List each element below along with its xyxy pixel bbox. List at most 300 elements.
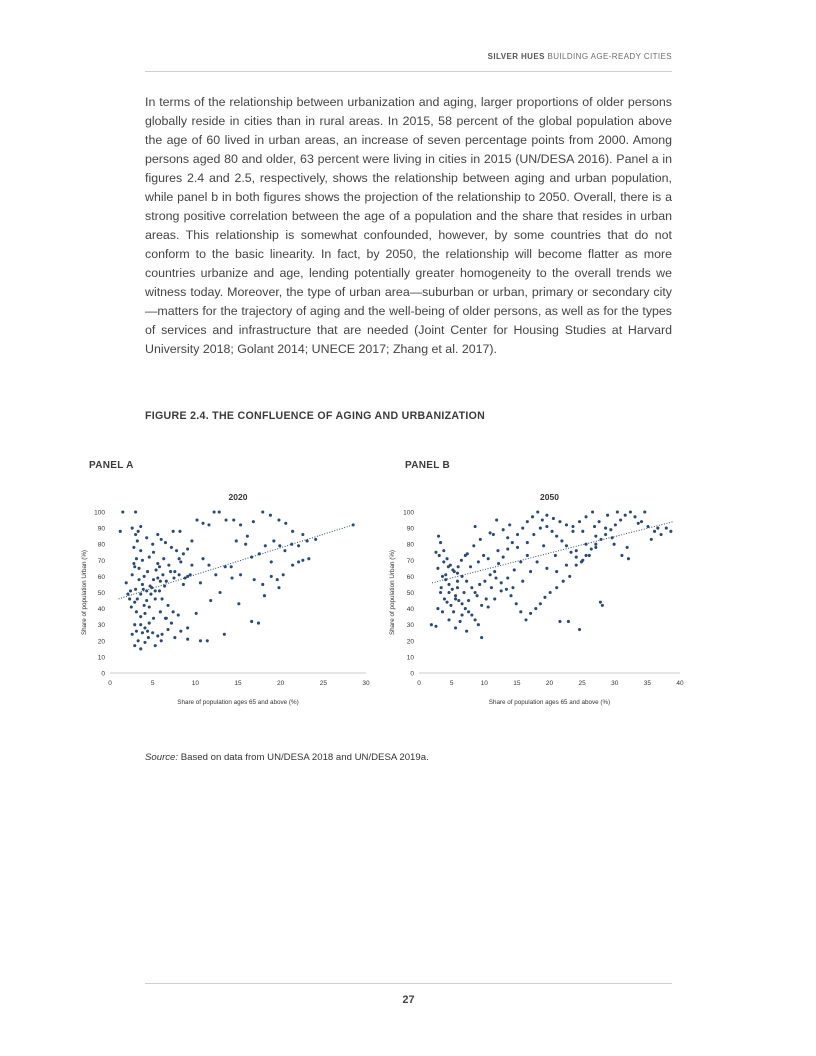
data-point xyxy=(156,533,159,536)
data-point xyxy=(489,531,492,534)
data-point xyxy=(599,601,602,604)
x-tick-label: 0 xyxy=(417,680,421,687)
data-point xyxy=(665,527,668,530)
x-tick-label: 5 xyxy=(150,680,155,687)
data-point xyxy=(137,530,140,533)
data-point xyxy=(178,557,181,560)
data-point xyxy=(201,557,204,560)
data-point xyxy=(257,622,260,625)
x-tick-label: 0 xyxy=(108,680,112,687)
data-point xyxy=(526,554,529,557)
data-point xyxy=(492,533,495,536)
data-point xyxy=(156,634,159,637)
data-point xyxy=(182,583,185,586)
data-point xyxy=(555,535,558,538)
data-point xyxy=(465,580,468,583)
data-point xyxy=(170,546,173,549)
data-point xyxy=(137,567,140,570)
data-point xyxy=(134,533,137,536)
data-point xyxy=(252,520,255,523)
data-point xyxy=(440,586,443,589)
data-point xyxy=(175,549,178,552)
data-point xyxy=(230,576,233,579)
data-point xyxy=(536,510,539,513)
data-point xyxy=(283,549,286,552)
data-point xyxy=(134,588,137,591)
y-tick-label: 90 xyxy=(97,525,105,533)
data-point xyxy=(474,591,477,594)
data-point xyxy=(508,523,511,526)
data-point xyxy=(146,630,149,633)
data-point xyxy=(554,554,557,557)
data-point xyxy=(646,525,649,528)
data-point xyxy=(620,554,623,557)
data-point xyxy=(173,570,176,573)
data-point xyxy=(446,557,449,560)
y-tick-label: 100 xyxy=(403,509,414,517)
data-point xyxy=(237,602,240,605)
data-point xyxy=(650,538,653,541)
data-point xyxy=(307,557,310,560)
data-point xyxy=(284,522,287,525)
data-point xyxy=(126,593,129,596)
data-point xyxy=(478,583,481,586)
data-point xyxy=(186,575,189,578)
data-point xyxy=(575,564,578,567)
data-point xyxy=(152,551,155,554)
x-tick-label: 10 xyxy=(480,680,488,687)
data-point xyxy=(135,557,138,560)
data-point xyxy=(601,604,604,607)
y-tick-label: 90 xyxy=(406,525,414,533)
data-point xyxy=(584,543,587,546)
data-point xyxy=(457,599,460,602)
data-point xyxy=(139,647,142,650)
data-point xyxy=(161,633,164,636)
footer-divider xyxy=(145,983,672,984)
data-point xyxy=(502,556,505,559)
data-point xyxy=(487,605,490,608)
x-tick-label: 20 xyxy=(277,680,285,687)
source-label: Source: xyxy=(145,752,179,763)
data-point xyxy=(162,557,165,560)
data-point xyxy=(186,626,189,629)
data-point xyxy=(441,610,444,613)
data-point xyxy=(250,620,253,623)
data-point xyxy=(261,510,264,513)
data-point xyxy=(551,530,554,533)
data-point xyxy=(154,589,157,592)
data-point xyxy=(487,557,490,560)
data-point xyxy=(150,586,153,589)
data-point xyxy=(145,536,148,539)
y-tick-label: 30 xyxy=(406,622,414,630)
data-point xyxy=(269,514,272,517)
data-point xyxy=(454,626,457,629)
source-text: Based on data from UN/DESA 2018 and UN/DESA 2019a. xyxy=(180,752,429,763)
data-point xyxy=(480,636,483,639)
data-point xyxy=(244,543,247,546)
data-point xyxy=(470,613,473,616)
data-point xyxy=(164,541,167,544)
data-point xyxy=(591,510,594,513)
data-point xyxy=(461,602,464,605)
data-point xyxy=(624,514,627,517)
data-point xyxy=(165,580,168,583)
data-point xyxy=(213,510,216,513)
data-point xyxy=(291,564,294,567)
data-point xyxy=(178,530,181,533)
y-tick-label: 80 xyxy=(406,541,414,549)
data-point xyxy=(456,586,459,589)
data-point xyxy=(166,628,169,631)
data-point xyxy=(128,597,131,600)
data-point xyxy=(567,620,570,623)
data-point xyxy=(451,568,454,571)
data-point xyxy=(306,539,309,542)
data-point xyxy=(464,607,467,610)
data-point xyxy=(629,510,632,513)
data-point xyxy=(571,530,574,533)
data-point xyxy=(509,594,512,597)
data-point xyxy=(466,552,469,555)
data-point xyxy=(136,597,139,600)
data-point xyxy=(500,581,503,584)
data-point xyxy=(277,586,280,589)
data-point xyxy=(219,591,222,594)
data-point xyxy=(476,594,479,597)
data-point xyxy=(430,623,433,626)
y-tick-label: 70 xyxy=(406,557,414,565)
data-point xyxy=(148,605,151,608)
data-point xyxy=(526,520,529,523)
data-point xyxy=(437,535,440,538)
data-point xyxy=(139,615,142,618)
data-point xyxy=(519,560,522,563)
header-divider xyxy=(145,71,672,72)
data-point xyxy=(278,544,281,547)
data-point xyxy=(593,525,596,528)
x-tick-label: 30 xyxy=(611,680,619,687)
data-point xyxy=(189,573,192,576)
data-point xyxy=(131,573,134,576)
data-point xyxy=(218,510,221,513)
x-tick-label: 15 xyxy=(234,680,242,687)
data-point xyxy=(135,630,138,633)
data-point xyxy=(160,538,163,541)
data-point xyxy=(442,560,445,563)
data-point xyxy=(148,556,151,559)
data-point xyxy=(190,539,193,542)
data-point xyxy=(521,527,524,530)
x-axis-label: Share of population ages 65 and above (%) xyxy=(177,699,299,706)
data-point xyxy=(161,573,164,576)
data-point xyxy=(141,559,144,562)
data-point xyxy=(495,519,498,522)
data-point xyxy=(156,562,159,565)
y-tick-label: 70 xyxy=(97,557,105,565)
data-point xyxy=(472,544,475,547)
data-point xyxy=(479,538,482,541)
data-point xyxy=(155,568,158,571)
data-point xyxy=(480,604,483,607)
y-tick-label: 40 xyxy=(406,606,414,614)
data-point xyxy=(159,580,162,583)
data-point xyxy=(438,554,441,557)
data-point xyxy=(179,630,182,633)
data-point xyxy=(643,510,646,513)
data-point xyxy=(452,610,455,613)
scatter-chart-2050 xyxy=(386,485,696,710)
data-point xyxy=(560,539,563,542)
data-point xyxy=(614,523,617,526)
data-point xyxy=(147,636,150,639)
y-tick-label: 20 xyxy=(97,638,105,646)
data-point xyxy=(301,533,304,536)
data-point xyxy=(135,610,138,613)
x-tick-label: 5 xyxy=(449,680,454,687)
data-point xyxy=(169,570,172,573)
data-point xyxy=(133,644,136,647)
data-point xyxy=(569,551,572,554)
page-number: 27 xyxy=(402,994,415,1006)
data-point xyxy=(170,622,173,625)
data-point xyxy=(137,578,140,581)
data-point xyxy=(145,599,148,602)
data-point xyxy=(151,631,154,634)
data-point xyxy=(159,610,162,613)
data-point xyxy=(516,546,519,549)
data-point xyxy=(584,554,587,557)
data-point xyxy=(163,585,166,588)
data-point xyxy=(477,560,480,563)
x-tick-label: 25 xyxy=(578,680,586,687)
data-point xyxy=(156,576,159,579)
data-point xyxy=(449,604,452,607)
data-point xyxy=(575,549,578,552)
data-point xyxy=(277,519,280,522)
x-axis-label: Share of population ages 65 and above (%) xyxy=(488,699,611,706)
data-point xyxy=(474,618,477,621)
publication-name: SILVER HUES xyxy=(487,52,545,61)
data-point xyxy=(578,520,581,523)
data-point xyxy=(465,630,468,633)
data-point xyxy=(594,535,597,538)
data-point xyxy=(139,549,142,552)
data-point xyxy=(506,547,509,550)
data-point xyxy=(199,639,202,642)
data-point xyxy=(513,568,516,571)
y-tick-label: 50 xyxy=(406,590,414,597)
y-tick-label: 60 xyxy=(406,573,414,581)
data-point xyxy=(164,617,167,620)
data-point xyxy=(489,573,492,576)
data-point xyxy=(539,602,542,605)
data-point xyxy=(568,575,571,578)
data-point xyxy=(462,591,465,594)
data-point xyxy=(161,597,164,600)
data-point xyxy=(539,527,542,530)
data-point xyxy=(258,552,261,555)
data-point xyxy=(451,588,454,591)
y-tick-label: 0 xyxy=(101,670,105,678)
x-tick-label: 15 xyxy=(513,680,521,687)
trend-line xyxy=(119,525,354,599)
data-point xyxy=(148,622,151,625)
data-point xyxy=(584,515,587,518)
data-point xyxy=(276,578,279,581)
data-point xyxy=(524,618,527,621)
x-tick-label: 20 xyxy=(545,680,554,687)
data-point xyxy=(439,541,442,544)
data-point xyxy=(483,580,486,583)
data-point xyxy=(149,593,152,596)
data-point xyxy=(160,639,163,642)
data-point xyxy=(232,519,235,522)
y-tick-label: 40 xyxy=(97,606,105,614)
data-point xyxy=(637,522,640,525)
data-point xyxy=(656,527,659,530)
x-tick-label: 25 xyxy=(319,680,327,687)
data-point xyxy=(493,570,496,573)
figure-source xyxy=(145,752,429,763)
data-point xyxy=(143,604,146,607)
data-point xyxy=(506,536,509,539)
figure-title: FIGURE 2.4. THE CONFLUENCE OF AGING AND URBANIZATION xyxy=(145,410,486,422)
y-tick-label: 100 xyxy=(94,509,105,517)
data-point xyxy=(653,530,656,533)
data-point xyxy=(467,610,470,613)
data-point xyxy=(532,533,535,536)
chart-title: 2020 xyxy=(228,492,248,502)
data-point xyxy=(542,544,545,547)
y-tick-label: 30 xyxy=(97,622,105,630)
data-point xyxy=(290,543,293,546)
data-point xyxy=(594,543,597,546)
data-point xyxy=(536,560,539,563)
data-point xyxy=(500,589,503,592)
data-point xyxy=(457,565,460,568)
data-point xyxy=(502,528,505,531)
data-point xyxy=(493,597,496,600)
data-point xyxy=(119,530,122,533)
data-point xyxy=(131,633,134,636)
data-point xyxy=(129,589,132,592)
data-point xyxy=(606,514,609,517)
data-point xyxy=(558,520,561,523)
chart-title: 2050 xyxy=(540,492,559,502)
data-point xyxy=(549,591,552,594)
data-point xyxy=(506,576,509,579)
data-point xyxy=(154,644,157,647)
data-point xyxy=(166,604,169,607)
data-point xyxy=(139,623,142,626)
data-point xyxy=(261,583,264,586)
data-point xyxy=(521,580,524,583)
data-point xyxy=(439,591,442,594)
data-point xyxy=(447,583,450,586)
body-paragraph: In terms of the relationship between urbanization and aging, larger proportions of older persons globally reside in cities than in rural areas. In 2015, 58 percent of the global population above the age of 60 lived in urban areas, an increase of seven percentage points from 2000. Among persons aged 80 and older, 63 percent were living in cities in 2015 (UN/DESA 2016). Panel a in figures 2.4 and 2.5, respectively, shows the relationship between aging and urban population, while panel b in both figures shows the projection of the relationship to 2050. Overall, there is a strong positive correlation between the age of a population and the share that resides in urban areas. This relationship is somewhat confounded, however, by some countries that do not conform to the basic linearity. In fact, by 2050, the relationship will become flatter as more countries urbanize and age, lending potentially greater homogeneity to the overall trends we witness today. Moreover, the type of urban area—suburban or urban, primary or secondary city—matters for the trajectory of aging and the well-being of older persons, as well as for the types of services and infrastructure that are needed (Joint Center for Housing Studies at Harvard University 2018; Golant 2014; UNECE 2017; Zhang et al. 2017). xyxy=(145,95,672,356)
data-point xyxy=(626,546,629,549)
data-point xyxy=(599,538,602,541)
data-point xyxy=(434,551,437,554)
data-point xyxy=(225,519,228,522)
data-point xyxy=(207,523,210,526)
data-point xyxy=(132,546,135,549)
data-point xyxy=(456,580,459,583)
data-point xyxy=(444,573,447,576)
data-point xyxy=(497,562,500,565)
data-point xyxy=(461,575,464,578)
data-point xyxy=(505,588,508,591)
data-point xyxy=(133,565,136,568)
data-point xyxy=(545,567,548,570)
data-point xyxy=(545,514,548,517)
data-point xyxy=(469,565,472,568)
data-point xyxy=(571,525,574,528)
data-point xyxy=(474,525,477,528)
data-point xyxy=(207,564,210,567)
data-point xyxy=(223,633,226,636)
data-point xyxy=(436,567,439,570)
data-point xyxy=(447,565,450,568)
data-point xyxy=(314,538,317,541)
data-point xyxy=(578,628,581,631)
data-point xyxy=(444,578,447,581)
data-point xyxy=(130,605,133,608)
data-point xyxy=(172,610,175,613)
data-point xyxy=(669,530,672,533)
data-point xyxy=(177,613,180,616)
x-tick-label: 30 xyxy=(362,680,370,687)
y-tick-label: 80 xyxy=(97,541,105,549)
data-point xyxy=(436,607,439,610)
data-point xyxy=(253,578,256,581)
y-tick-label: 20 xyxy=(406,638,414,646)
data-point xyxy=(224,565,227,568)
data-point xyxy=(447,591,450,594)
data-point xyxy=(609,528,612,531)
data-point xyxy=(529,612,532,615)
data-point xyxy=(206,639,209,642)
data-point xyxy=(199,581,202,584)
data-point xyxy=(172,530,175,533)
data-point xyxy=(195,519,198,522)
y-tick-label: 50 xyxy=(97,590,105,597)
data-point xyxy=(446,601,449,604)
data-point xyxy=(352,523,355,526)
data-point xyxy=(209,599,212,602)
data-point xyxy=(454,594,457,597)
data-point xyxy=(565,544,568,547)
data-point xyxy=(250,556,253,559)
x-tick-label: 10 xyxy=(191,680,199,687)
data-point xyxy=(460,559,463,562)
data-point xyxy=(137,639,140,642)
data-point xyxy=(143,575,146,578)
data-point xyxy=(190,564,193,567)
data-point xyxy=(270,560,273,563)
data-point xyxy=(588,554,591,557)
data-point xyxy=(235,539,238,542)
data-point xyxy=(581,530,584,533)
data-point xyxy=(519,610,522,613)
data-point xyxy=(598,520,601,523)
data-point xyxy=(239,573,242,576)
data-point xyxy=(616,510,619,513)
data-point xyxy=(441,575,444,578)
y-axis-label: Share of population Urban (%) xyxy=(81,549,88,636)
